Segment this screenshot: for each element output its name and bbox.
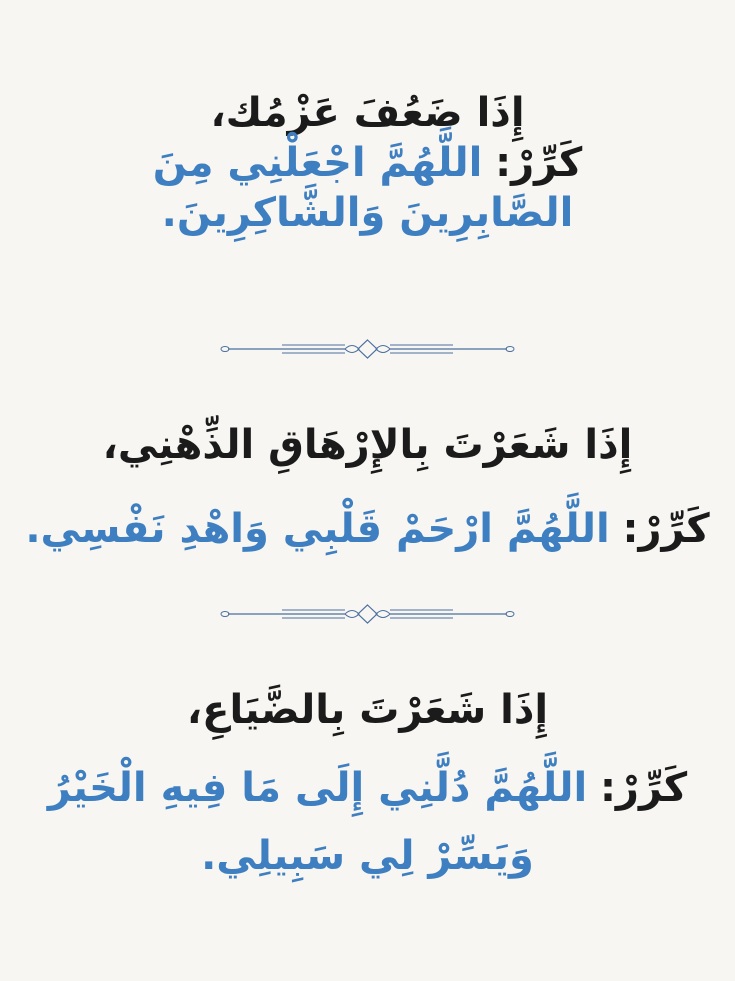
dua-line	[0, 138, 735, 188]
section-feeling-lost	[0, 685, 735, 881]
section-mental-exhaustion	[0, 420, 735, 554]
condition-text: إِذَا شَعَرْتَ بِالإِرْهَاقِ الذِّهْنِي،	[102, 422, 633, 468]
repeat-label: كَرِّرْ:	[599, 765, 688, 811]
dua-text-continued: الصَّابِرِينَ وَالشَّاكِرِينَ.	[161, 190, 574, 236]
dua-text: اللَّهُمَّ اجْعَلْنِي مِنَ	[152, 140, 483, 186]
dua-text-continued: وَيَسِّرْ لِي سَبِيلِي.	[201, 833, 534, 879]
ornament-divider	[220, 339, 515, 359]
dua-line	[0, 504, 735, 554]
condition-text: إِذَا ضَعُفَ عَزْمُك،	[210, 90, 525, 136]
dua-text: اللَّهُمَّ دُلَّنِي إِلَى مَا فِيهِ الْخَيْرُ	[47, 765, 588, 811]
condition-text: إِذَا شَعَرْتَ بِالضَّيَاعِ،	[186, 687, 549, 733]
repeat-label: كَرِّرْ:	[622, 506, 710, 552]
repeat-label: كَرِّرْ:	[495, 140, 583, 186]
dua-text: اللَّهُمَّ ارْحَمْ قَلْبِي وَاهْدِ نَفْسِي.	[25, 506, 610, 552]
dua-line	[0, 763, 735, 813]
section-weak-resolve	[0, 88, 735, 238]
ornament-divider	[220, 604, 515, 624]
